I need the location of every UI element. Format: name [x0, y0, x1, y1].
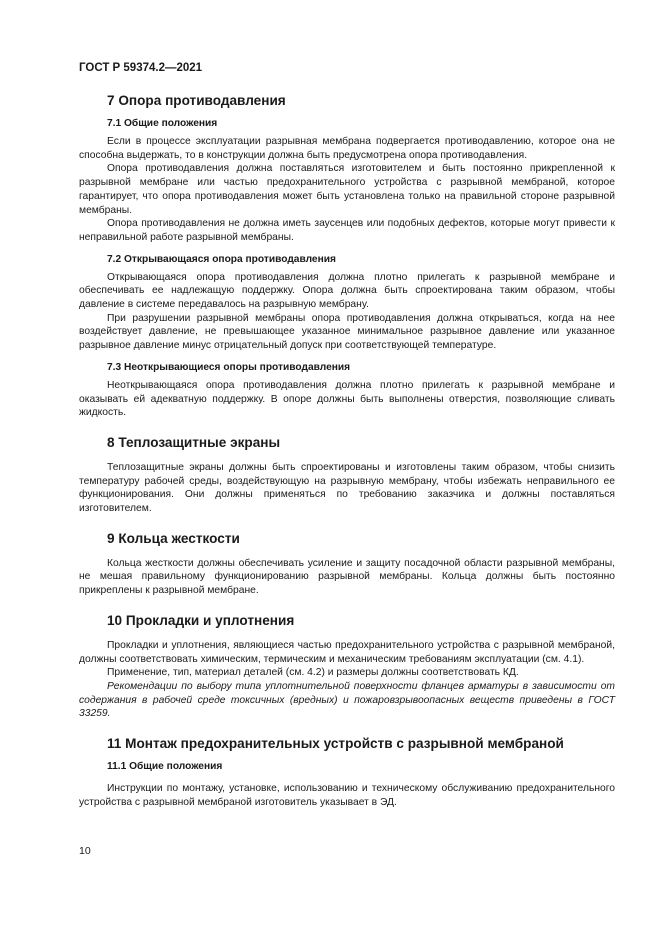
section-9-heading: 9 Кольца жесткости: [107, 530, 240, 546]
paragraph: Опора противодавления не должна иметь заусенцев или подобных дефектов, которые могут привести к неправильной работе разрывной мембраны.: [79, 218, 615, 243]
paragraph: При разрушении разрывной мембраны опора противодавления должна открываться, когда на нее воздействует давление, не превышающее указанное минимальное разрывное давление или указанное разрывное давление минус отрицательный допуск при соответствующей температуре.: [79, 312, 615, 352]
section-11-1-heading: 11.1 Общие положения: [107, 761, 223, 773]
section-7-3-heading: 7.3 Неоткрывающиеся опоры противодавления: [107, 361, 351, 373]
paragraph: Инструкции по монтажу, установке, использованию и техническому обслуживанию предохранительного устройства с разрывной мембраной изготовитель указывает в ЭД.: [79, 783, 615, 808]
section-11-heading: 11 Монтаж предохранительных устройств с разрывной мембраной: [107, 736, 564, 752]
section-8-heading: 8 Теплозащитные экраны: [107, 434, 281, 450]
page-number: 10: [79, 845, 91, 857]
paragraph-italic-note: Рекомендации по выбору типа уплотнительной поверхности фланцев арматуры в зависимости от содержания в рабочей среде токсичных (вредных) и пожаровзрывоопасных веществ приведены в ГОСТ 33259.: [79, 680, 615, 720]
paragraph: Открывающаяся опора противодавления должна плотно прилегать к разрывной мембране и обеспечивать ее надлежащую поддержку. Опора должна быть спроектирована таким образом, чтобы давление в системе передавалось на разрывную мембрану.: [79, 271, 615, 311]
section-10-heading: 10 Прокладки и уплотнения: [107, 612, 295, 628]
paragraph: Теплозащитные экраны должны быть спроектированы и изготовлены таким образом, чтобы снизить температуру рабочей среды, воздействующую на разрывную мембрану, чтобы избежать неправильного ее функционирования. Они должны применяться по требованию заказчика и должны поставляться изготовителем.: [79, 461, 615, 515]
document-body: [79, 92, 615, 810]
section-7-1-heading: 7.1 Общие положения: [107, 118, 218, 129]
paragraph: Неоткрывающаяся опора противодавления должна плотно прилегать к разрывной мембране и оказывать ей адекватную поддержку. В опоре должны быть выполнены отверстия, позволяющие сливать жидкость.: [79, 379, 615, 419]
section-7-2-heading: 7.2 Открывающаяся опора противодавления: [107, 253, 336, 265]
paragraph: Опора противодавления должна поставляться изготовителем и быть постоянно прикрепленной к разрывной мембране или частью предохранительного устройства с разрывной мембраной, которое гарантирует, что опора противодавления может быть установлена только на правильной стороне разрывной мембраны.: [79, 163, 615, 216]
paragraph: Применение, тип, материал деталей (см. 4.2) и размеры должны соответствовать КД.: [107, 667, 519, 679]
paragraph: Если в процессе эксплуатации разрывная мембрана подвергается противодавлению, которое она не способна выдержать, то в конструкции должна быть предусмотрена опора противодавления.: [79, 136, 615, 161]
paragraph: Кольца жесткости должны обеспечивать усиление и защиту посадочной области разрывной мембраны, не мешая правильному функционированию разрывной мембраны. Кольца должны быть постоянно прикреплены к разрывной мембране.: [79, 557, 615, 597]
section-7-heading: 7 Опора противодавления: [107, 93, 286, 108]
document-id: ГОСТ Р 59374.2—2021: [79, 62, 203, 74]
paragraph: Прокладки и уплотнения, являющиеся частью предохранительного устройства с разрывной мембраной, должны соответствовать химическим, термическим и механическим требованиям эксплуатации (см. 4.1).: [79, 639, 615, 665]
